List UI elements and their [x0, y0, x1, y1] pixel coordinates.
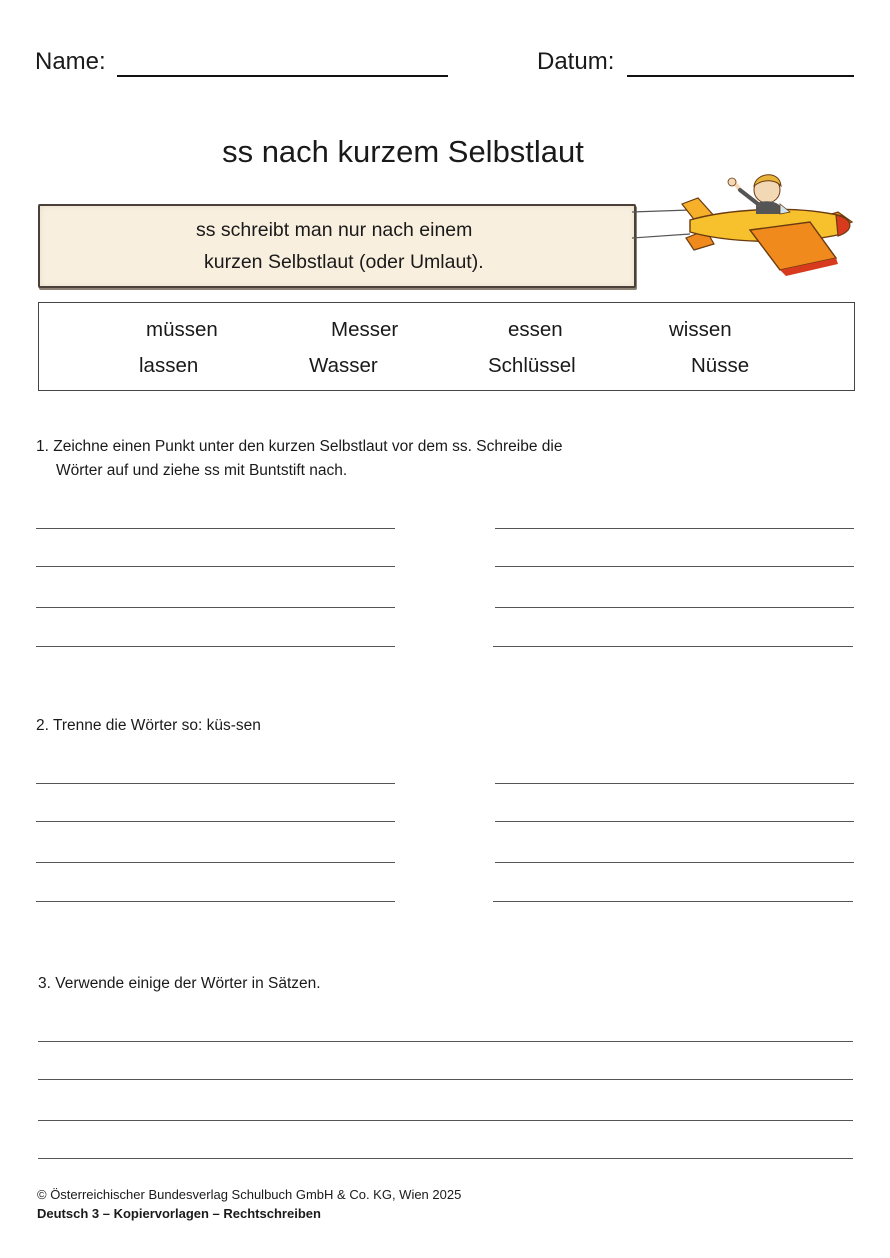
- word-7: Schlüssel: [488, 354, 576, 377]
- word-3: essen: [508, 318, 563, 341]
- writing-line[interactable]: [38, 1120, 853, 1121]
- task-1-line-2: Wörter auf und ziehe ss mit Buntstift nach.: [56, 462, 348, 479]
- word-4: wissen: [669, 318, 732, 341]
- page-title: ss nach kurzem Selbstlaut: [222, 134, 584, 169]
- footer-series: Deutsch 3 – Kopiervorlagen – Rechtschreiben: [37, 1206, 321, 1221]
- task-2: 2. Trenne die Wörter so: küs-sen: [36, 717, 261, 734]
- writing-line[interactable]: [495, 862, 854, 863]
- word-6: Wasser: [309, 354, 378, 377]
- writing-line[interactable]: [38, 1158, 853, 1159]
- writing-line[interactable]: [493, 901, 853, 902]
- writing-line[interactable]: [38, 1041, 853, 1042]
- rule-line-1: ss schreibt man nur nach einem: [196, 219, 473, 241]
- date-label: Datum:: [537, 48, 615, 75]
- footer-copyright: © Österreichischer Bundesverlag Schulbuch GmbH & Co. KG, Wien 2025: [37, 1187, 462, 1202]
- writing-line[interactable]: [493, 646, 853, 647]
- rule-line-2: kurzen Selbstlaut (oder Umlaut).: [204, 251, 484, 273]
- writing-line[interactable]: [36, 607, 395, 608]
- task-3: 3. Verwende einige der Wörter in Sätzen.: [38, 975, 321, 992]
- writing-line[interactable]: [495, 821, 854, 822]
- date-line[interactable]: [627, 75, 854, 77]
- writing-line[interactable]: [36, 566, 395, 567]
- writing-line[interactable]: [38, 1079, 853, 1080]
- writing-line[interactable]: [36, 646, 395, 647]
- writing-line[interactable]: [36, 821, 395, 822]
- word-2: Messer: [331, 318, 399, 341]
- writing-line[interactable]: [495, 783, 854, 784]
- writing-line[interactable]: [36, 528, 395, 529]
- writing-line[interactable]: [495, 528, 854, 529]
- name-line[interactable]: [117, 75, 448, 77]
- word-5: lassen: [139, 354, 199, 377]
- task-1-line-1: 1. Zeichne einen Punkt unter den kurzen Selbstlaut vor dem ss. Schreibe die: [36, 438, 563, 455]
- airplane-illustration: [630, 160, 860, 278]
- rule-banner: [38, 204, 636, 288]
- writing-line[interactable]: [495, 566, 854, 567]
- writing-line[interactable]: [495, 607, 854, 608]
- word-1: müssen: [146, 318, 218, 341]
- word-8: Nüsse: [691, 354, 750, 377]
- writing-line[interactable]: [36, 901, 395, 902]
- writing-line[interactable]: [36, 783, 395, 784]
- name-label: Name:: [35, 48, 106, 75]
- writing-line[interactable]: [36, 862, 395, 863]
- word-box: [38, 302, 855, 391]
